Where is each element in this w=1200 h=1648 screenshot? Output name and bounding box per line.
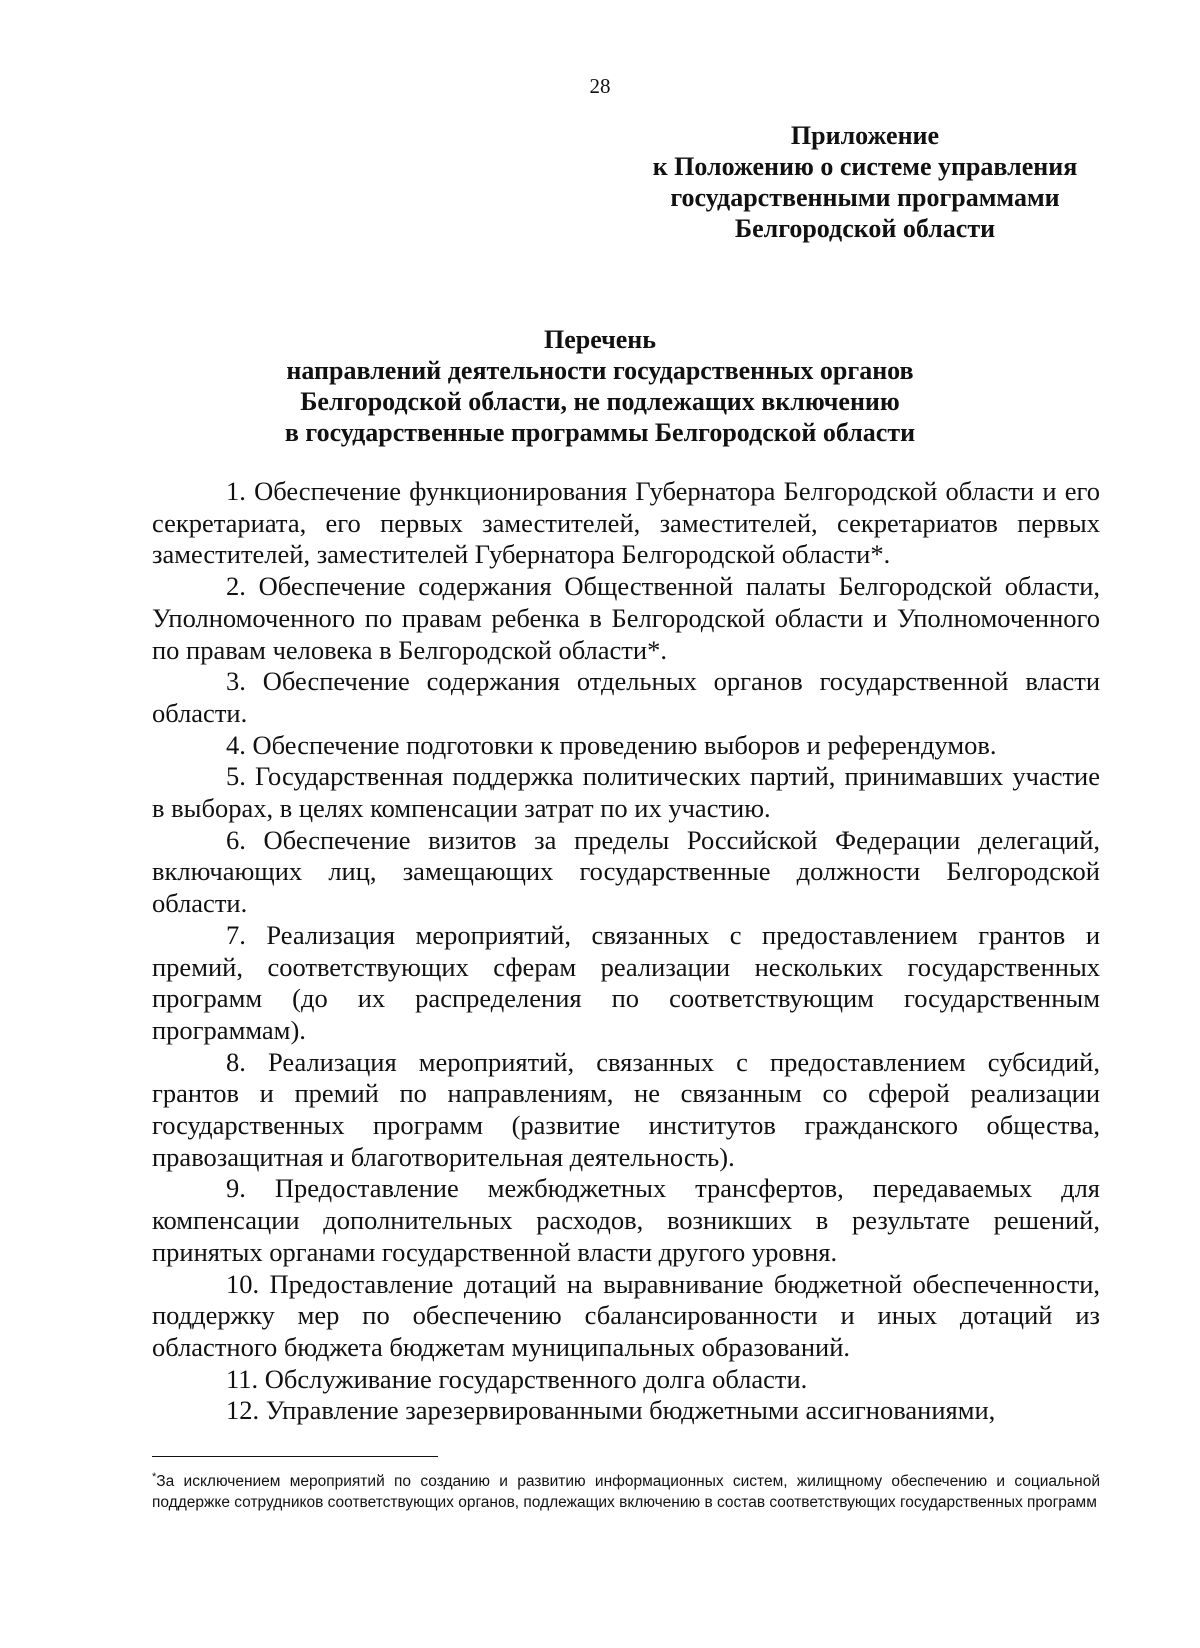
- list-item: 4. Обеспечение подготовки к проведению выборов и референдумов.: [226, 729, 997, 760]
- footnote-divider: [152, 1456, 438, 1457]
- list-item: 6. Обеспечение визитов за пределы Российской Федерации делегаций, включающих лиц, замещающих государственные должности Белгородской области.: [152, 824, 1100, 919]
- title-line: Белгородской области, не подлежащих включению: [300, 387, 900, 416]
- list-item: 2. Обеспечение содержания Общественной палаты Белгородской области, Уполномоченного по правам ребенка в Белгородской области и Уполномоченного по правам человека в Белгородской области*.: [152, 571, 1100, 665]
- page-number: 28: [589, 74, 611, 98]
- appendix-line: к Положению о системе управления: [652, 152, 1078, 181]
- footnote-text: За исключением мероприятий по созданию и развитию информационных систем, жилищному обеспечению и социальной поддержке сотрудников соответствующих органов, подлежащих включению в состав соответствующих государственных программ: [152, 1473, 1100, 1511]
- items-list: [152, 476, 1100, 1427]
- footnote: [152, 1471, 1100, 1513]
- list-item: 12. Управление зарезервированными бюджетными ассигнованиями,: [226, 1395, 996, 1426]
- list-item: 9. Предоставление межбюджетных трансфертов, передаваемых для компенсации дополнительных расходов, возникших в результате решений, принятых органами государственной власти другого уровня.: [152, 1173, 1100, 1267]
- appendix-heading: [620, 120, 1110, 244]
- document-title: [150, 324, 1050, 448]
- appendix-line: Белгородской области: [734, 214, 996, 243]
- list-item: 10. Предоставление дотаций на выравнивание бюджетной обеспеченности, поддержку мер по обеспечению сбалансированности и иных дотаций из областного бюджета бюджетам муниципальных образований.: [152, 1268, 1100, 1362]
- list-item: 1. Обеспечение функционирования Губернатора Белгородской области и его секретариата, его первых заместителей, заместителей, секретариатов первых заместителей, заместителей Губернатора Белгородской области*.: [152, 476, 1100, 570]
- list-item: 7. Реализация мероприятий, связанных с предоставлением грантов и премий, соответствующих сферам реализации нескольких государственных программ (до их распределения по соответствующим государственным программам).: [152, 919, 1100, 1045]
- appendix-line: государственными программами: [670, 183, 1060, 212]
- title-line: Перечень: [543, 325, 657, 354]
- list-item: 8. Реализация мероприятий, связанных с предоставлением субсидий, грантов и премий по направлениям, не связанным со сферой реализации государственных программ (развитие институтов гражданского общества, правозащитная и благотворительная деятельность).: [152, 1046, 1100, 1172]
- list-item: 5. Государственная поддержка политических партий, принимавших участие в выборах, в целях компенсации затрат по их участию.: [152, 761, 1100, 824]
- title-line: направлений деятельности государственных органов: [286, 356, 914, 385]
- title-line: в государственные программы Белгородской области: [284, 418, 916, 447]
- appendix-line: Приложение: [790, 121, 940, 150]
- list-item: 11. Обслуживание государственного долга области.: [226, 1363, 808, 1394]
- list-item: 3. Обеспечение содержания отдельных органов государственной власти области.: [152, 666, 1100, 728]
- footnote-marker: *: [152, 1470, 157, 1483]
